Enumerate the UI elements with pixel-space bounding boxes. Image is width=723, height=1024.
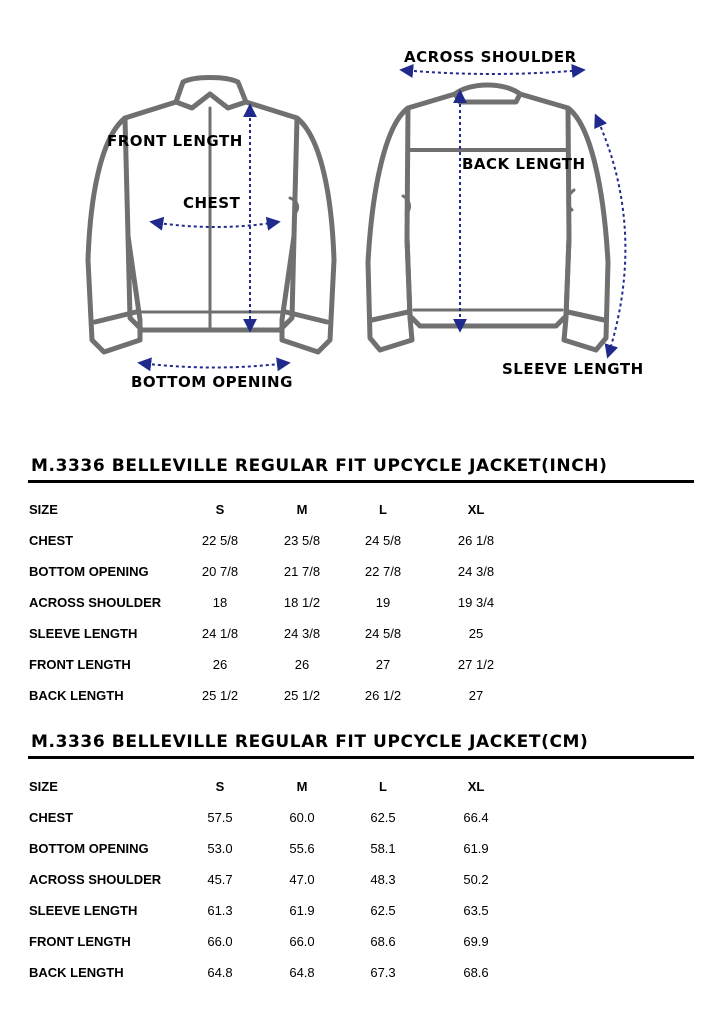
table-cell: 19 3/4 [457,595,495,610]
table-cell: 68.6 [463,965,489,980]
header-size-s: S [215,779,225,794]
table-cell: 18 1/2 [283,595,321,610]
chest-arrow [152,222,278,227]
back-length-label: BACK LENGTH [462,155,586,173]
table-row [0,657,723,677]
row-label: BACK LENGTH [29,688,124,703]
table-cell: 61.9 [463,841,489,856]
table-cell: 62.5 [370,810,396,825]
header-size-l: L [379,502,387,517]
row-label: BACK LENGTH [29,965,124,980]
header-size-l: L [379,779,387,794]
table-row [0,934,723,954]
row-label: SLEEVE LENGTH [29,903,138,918]
inch-table-title: M.3336 BELLEVILLE REGULAR FIT UPCYCLE JACKET(INCH) [31,456,608,476]
jacket-front-illustration [88,78,334,353]
row-label: CHEST [29,810,74,825]
header-size-m: M [296,502,308,517]
table-row [0,595,723,615]
table-cell: 27 [468,688,484,703]
header-size-label: SIZE [29,502,58,517]
header-size-xl: XL [467,779,485,794]
table-cell: 62.5 [370,903,396,918]
table-cell: 26 [294,657,310,672]
table-cell: 68.6 [370,934,396,949]
row-label: ACROSS SHOULDER [29,595,162,610]
table-cell: 24 3/8 [283,626,321,641]
table-cell: 61.3 [207,903,233,918]
table-cell: 64.8 [289,965,315,980]
table-row [0,626,723,646]
table-row [0,810,723,830]
table-cell: 50.2 [463,872,489,887]
header-size-label: SIZE [29,779,58,794]
table-cell: 27 [375,657,391,672]
table-cell: 57.5 [207,810,233,825]
table-cell: 61.9 [289,903,315,918]
table-header-row [0,779,723,799]
table-header-row [0,502,723,522]
table-row [0,903,723,923]
bottom-opening-label: BOTTOM OPENING [131,373,293,391]
front-length-label: FRONT LENGTH [107,132,243,150]
header-size-s: S [215,502,225,517]
table-cell: 25 [468,626,484,641]
table-cell: 64.8 [207,965,233,980]
table-cell: 66.0 [289,934,315,949]
table-cell: 18 [212,595,228,610]
table-cell: 21 7/8 [283,564,321,579]
table-cell: 66.4 [463,810,489,825]
table-cell: 20 7/8 [201,564,239,579]
row-label: SLEEVE LENGTH [29,626,138,641]
cm-title-divider [28,756,694,759]
table-cell: 22 5/8 [201,533,239,548]
table-cell: 69.9 [463,934,489,949]
sleeve-length-label: SLEEVE LENGTH [502,360,644,378]
table-cell: 45.7 [207,872,233,887]
row-label: BOTTOM OPENING [29,564,149,579]
table-cell: 53.0 [207,841,233,856]
across-shoulder-label: ACROSS SHOULDER [404,48,577,66]
table-cell: 26 1/2 [364,688,402,703]
jacket-measurement-diagram [0,0,723,410]
header-size-m: M [296,779,308,794]
table-cell: 25 1/2 [283,688,321,703]
table-cell: 24 5/8 [364,533,402,548]
table-row [0,872,723,892]
table-cell: 24 5/8 [364,626,402,641]
table-cell: 24 3/8 [457,564,495,579]
table-cell: 58.1 [370,841,396,856]
header-size-xl: XL [467,502,485,517]
table-cell: 63.5 [463,903,489,918]
bottom-opening-arrow [140,363,288,368]
table-row [0,564,723,584]
table-cell: 47.0 [289,872,315,887]
row-label: FRONT LENGTH [29,934,131,949]
table-cell: 26 [212,657,228,672]
chest-label: CHEST [183,194,241,212]
table-cell: 24 1/8 [201,626,239,641]
table-cell: 67.3 [370,965,396,980]
table-row [0,688,723,708]
row-label: CHEST [29,533,74,548]
table-cell: 48.3 [370,872,396,887]
table-cell: 66.0 [207,934,233,949]
table-cell: 60.0 [289,810,315,825]
table-cell: 55.6 [289,841,315,856]
row-label: ACROSS SHOULDER [29,872,162,887]
jacket-back-illustration [368,85,608,350]
table-cell: 19 [375,595,391,610]
table-cell: 26 1/8 [457,533,495,548]
table-row [0,841,723,861]
table-row [0,533,723,553]
table-cell: 22 7/8 [364,564,402,579]
cm-table-title: M.3336 BELLEVILLE REGULAR FIT UPCYCLE JACKET(CM) [31,732,589,752]
table-cell: 25 1/2 [201,688,239,703]
table-row [0,965,723,985]
table-cell: 23 5/8 [283,533,321,548]
table-cell: 27 1/2 [457,657,495,672]
row-label: FRONT LENGTH [29,657,131,672]
row-label: BOTTOM OPENING [29,841,149,856]
inch-title-divider [28,480,694,483]
across-shoulder-arrow [402,70,583,74]
